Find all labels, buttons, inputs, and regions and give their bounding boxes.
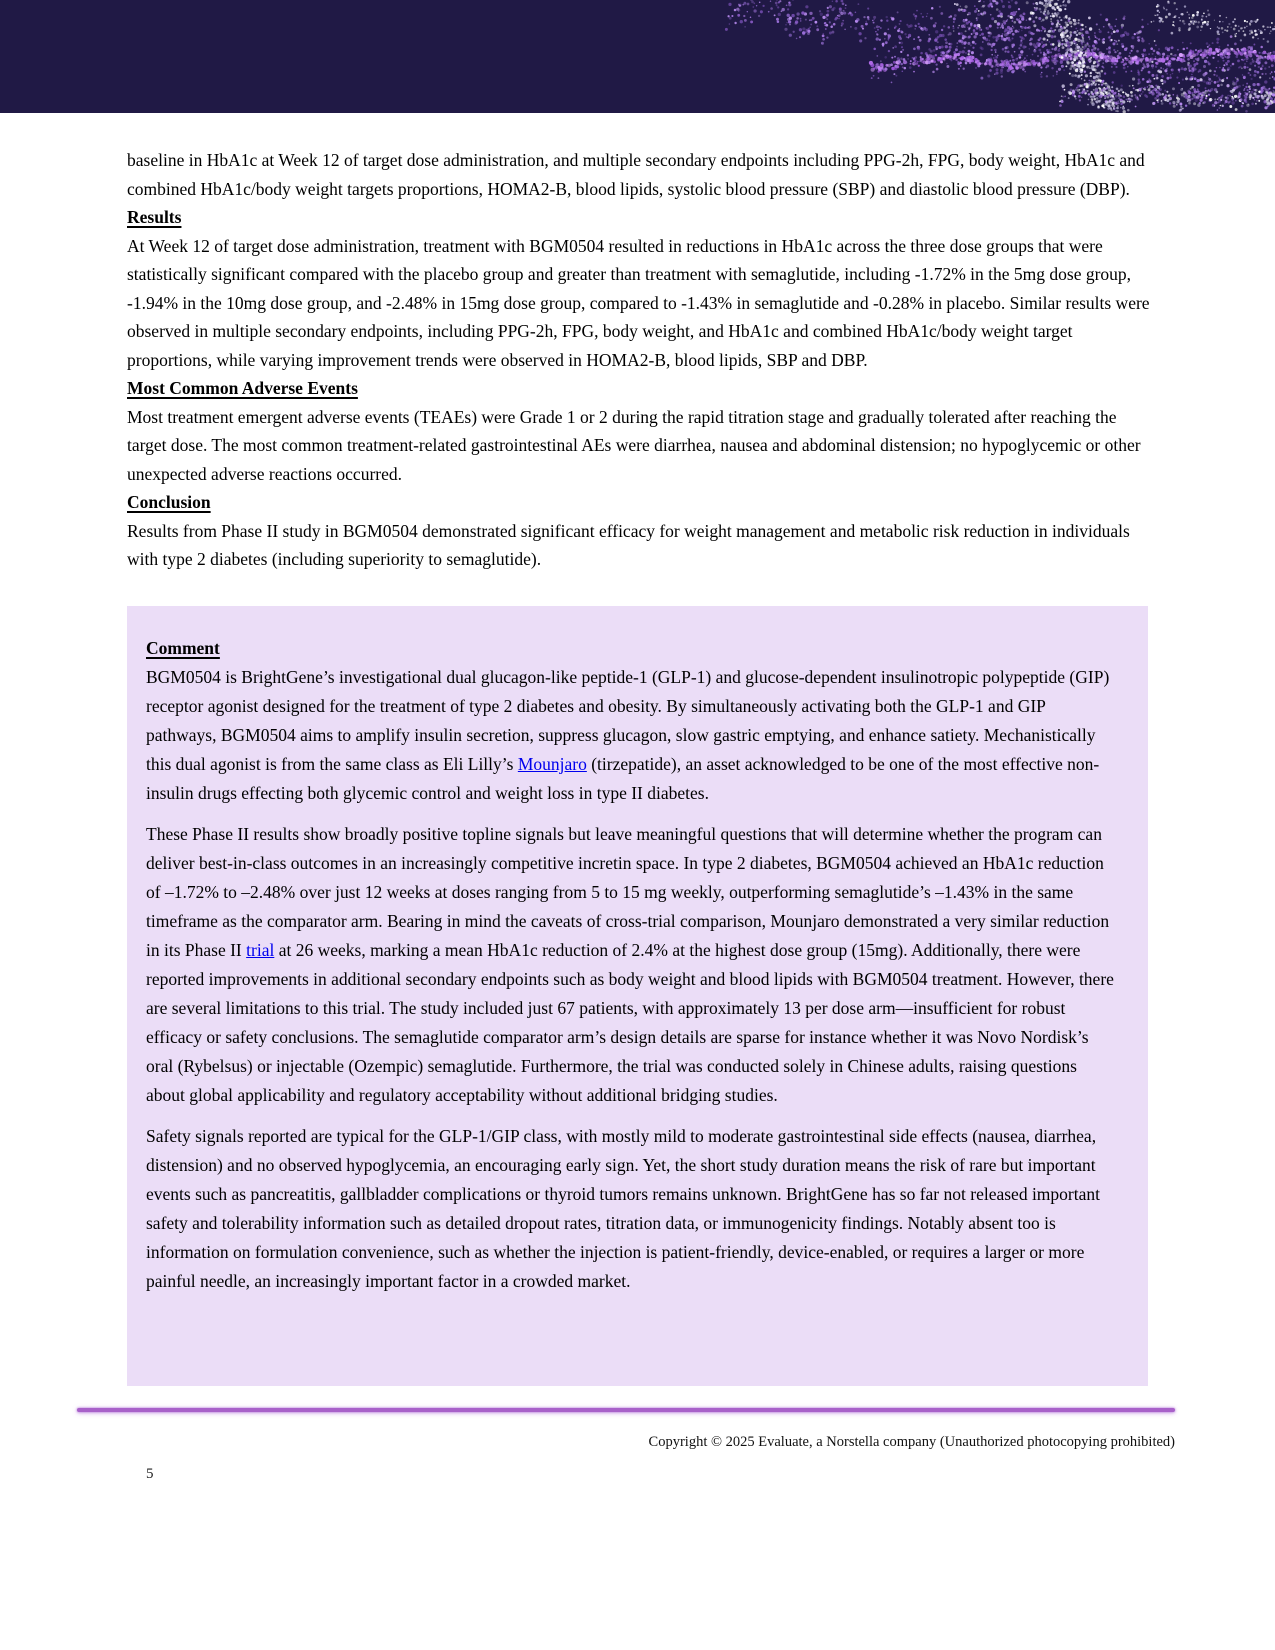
adverse-events-heading: Most Common Adverse Events [127,378,358,398]
page-number: 5 [146,1465,154,1482]
conclusion-heading: Conclusion [127,492,211,512]
results-heading: Results [127,207,182,227]
comment-paragraph: Safety signals reported are typical for the GLP-1/GIP class, with mostly mild to moderate gastrointestinal side effects (nausea, diarrhea, distension) and no observed hypoglycemia, an encouraging early sign. Yet, the short study duration means the risk of rare but important events such as pancreatitis, gallbladder complications or thyroid tumors remains unknown. BrightGene has so far not released important safety and tolerability information such as detailed dropout rates, titration data, or immunogenicity findings. Notably absent too is information on formulation convenience, such as whether the injection is patient-friendly, device-enabled, or requires a larger or more painful needle, an increasingly important factor in a crowded market. [146,1126,1100,1291]
results-paragraph: At Week 12 of target dose administration, treatment with BGM0504 resulted in reductions in HbA1c across the three dose groups that were statistically significant compared with the placebo group and greater than treatment with semaglutide, including -1.72% in the 5mg dose group, -1.94% in the 10mg dose group, and -2.48% in 15mg dose group, compared to -1.43% in semaglutide and -0.28% in placebo. Similar results were observed in multiple secondary endpoints, including PPG-2h, FPG, body weight, and HbA1c and combined HbA1c/body weight target proportions, while varying improvement trends were observed in HOMA2-B, blood lipids, SBP and DBP. [127,235,1150,370]
trial-link[interactable]: trial [246,940,275,960]
intro-paragraph: baseline in HbA1c at Week 12 of target dose administration, and multiple secondary endpoints including PPG-2h, FPG, body weight, HbA1c and combined HbA1c/body weight targets proportions, HOMA2-B, blood lipids, systolic blood pressure (SBP) and diastolic blood pressure (DBP). [127,150,1145,199]
conclusion-paragraph: Results from Phase II study in BGM0504 demonstrated significant efficacy for weight management and metabolic risk reduction in individuals with type 2 diabetes (including superiority to semaglutide). [127,520,1130,569]
comment-paragraph: BGM0504 is BrightGene’s investigational dual glucagon-like peptide-1 (GLP-1) and glucose-dependent insulinotropic polypeptide (GIP) receptor agonist designed for the treatment of type 2 diabetes and obesity. By simultaneously activating both the GLP-1 and GIP pathways, BGM0504 aims to amplify insulin secretion, suppress glucagon, slow gastric emptying, and enhance satiety. Mechanistically this dual agonist is from the same class as Eli Lilly’s Mounjaro (tirzepatide), an asset acknowledged to be one of the most effective non-insulin drugs effecting both glycemic control and weight loss in type II diabetes. [146,667,1110,803]
comment-heading: Comment [146,637,220,658]
page-footer [0,1408,1275,1484]
footer-rule [77,1408,1175,1412]
article [0,113,1275,1386]
adverse-events-paragraph: Most treatment emergent adverse events (TEAEs) were Grade 1 or 2 during the rapid titration stage and gradually tolerated after reaching the target dose. The most common treatment-related gastrointestinal AEs were diarrhea, nausea and abdominal distension; no hypoglycemic or other unexpected adverse reactions occurred. [127,406,1141,484]
mounjaro-link[interactable]: Mounjaro [517,754,587,774]
copyright-text: Copyright © 2025 Evaluate, a Norstella company (Unauthorized photocopying prohibited) [648,1433,1175,1450]
comment-box [127,606,1148,1386]
header-band [0,0,1275,113]
particle-wave-decoration [0,0,1275,113]
comment-paragraph: These Phase II results show broadly positive topline signals but leave meaningful questions that will determine whether the program can deliver best-in-class outcomes in an increasingly competitive incretin space. In type 2 diabetes, BGM0504 achieved an HbA1c reduction of –1.72% to –2.48% over just 12 weeks at doses ranging from 5 to 15 mg weekly, outperforming semaglutide’s –1.43% in the same timeframe as the comparator arm. Bearing in mind the caveats of cross-trial comparison, Mounjaro demonstrated a very similar reduction in its Phase II trial at 26 weeks, marking a mean HbA1c reduction of 2.4% at the highest dose group (15mg). Additionally, there were reported improvements in additional secondary endpoints such as body weight and blood lipids with BGM0504 treatment. However, there are several limitations to this trial. The study included just 67 patients, with approximately 13 per dose arm—insufficient for robust efficacy or safety conclusions. The semaglutide comparator arm’s design details are sparse for instance whether it was Novo Nordisk’s oral (Rybelsus) or injectable (Ozempic) semaglutide. Furthermore, the trial was conducted solely in Chinese adults, raising questions about global applicability and regulatory acceptability without additional bridging studies. [146,824,1114,1105]
